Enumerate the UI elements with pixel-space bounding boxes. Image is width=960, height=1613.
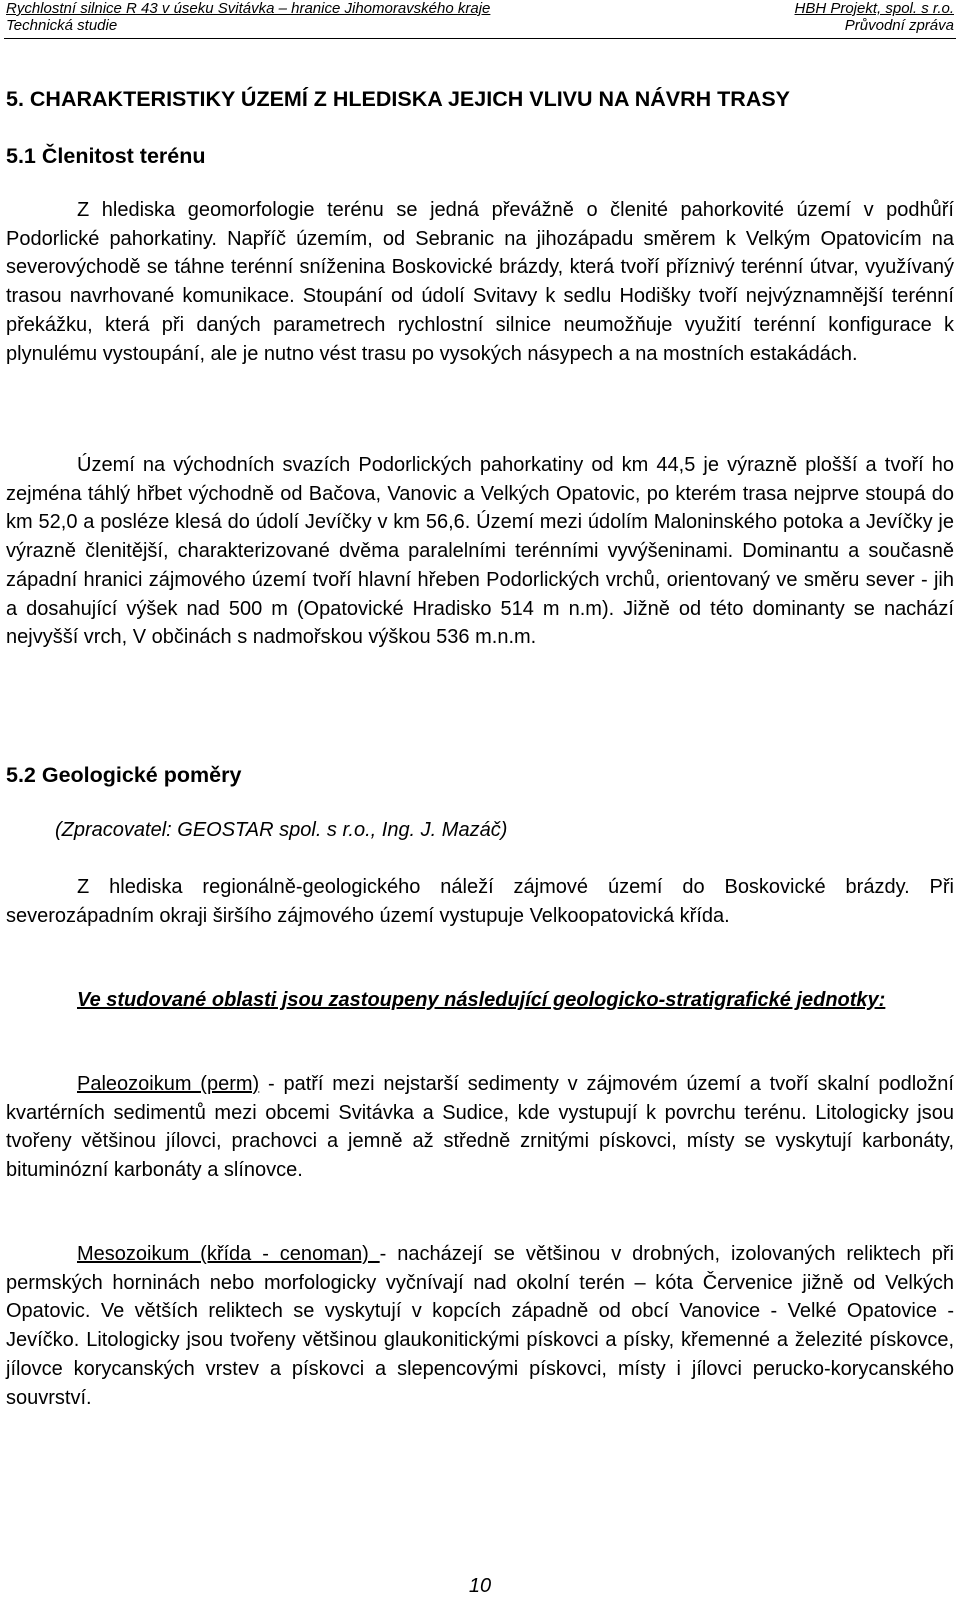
section-5-2-paragraph-1: Z hlediska regionálně-geologického náleží zájmové území do Boskovické brázdy. Při severozápadním okraji širšího zájmového území vystupuje Velkoopatovická křída. (6, 876, 954, 927)
header-row-1 (6, 0, 954, 17)
section-5-title: 5. CHARAKTERISTIKY ÚZEMÍ Z HLEDISKA JEJICH VLIVU NA NÁVRH TRASY (6, 87, 791, 111)
paleozoikum-text: - patří mezi nejstarší sedimenty v zájmovém území a tvoří skalní podložní kvartérních sedimentů mezi obcemi Svitávka a Sudice, kde vystupují k povrchu terénu. Litologicky jsou tvořeny většinou jílovci, prachovci a jemně až středně zrnitými pískovci, místy se vyskytují karbonáty, bituminózní karbonáty a slínovce. (6, 1073, 954, 1182)
mesozoikum-label: Mesozoikum (křída - cenoman) (77, 1243, 380, 1265)
section-5-1-paragraph-1: Z hlediska geomorfologie terénu se jedná převážně o členité pahorkovité území v podhůří Podorlické pahorkatiny. Napříč územím, od Sebranic na jihozápadu směrem k Velkým Opatovicím na severovýchodě se táhne terénní sníženina Boskovické brázdy, která tvoří příznivý terénní útvar, využívaný trasou navrhované komunikace. Stoupání od údolí Svitavy k sedlu Hodišky tvoří nejvýznamnější terénní překážku, která při daných parametrech rychlostní silnice neumožňuje využití terénní konfigurace k plynulému vystoupání, ale je nutno vést trasu po vysokých násypech a na mostních estakádách. (6, 199, 954, 365)
section-5-2-credit: (Zpracovatel: GEOSTAR spol. s r.o., Ing. J. Mazáč) (55, 819, 508, 841)
mesozoikum-paragraph (6, 1240, 954, 1412)
paleozoikum-paragraph (6, 1070, 954, 1185)
mesozoikum-text: - nacházejí se většinou v drobných, izolovaných reliktech při permských horninách nebo morfologicky vyčnívají nad okolní terén – kóta Červenice jižně od Velkých Opatovic. Ve větších reliktech se vyskytují v kopcích západně od obcí Vanovice - Velké Opatovice - Jevíčko. Litologicky jsou tvořeny většinou glaukonitickými pískovci a písky, křemenné a železité pískovce, jílovce korycanských vrstev a pískovci a slepencovými pískovci, místy i jílovci perucko-korycanského souvrství. (6, 1243, 954, 1409)
page-header (6, 0, 954, 34)
header-doc-type: Průvodní zpráva (844, 17, 954, 34)
paleozoikum-label: Paleozoikum (perm) (77, 1073, 260, 1095)
page-number: 10 (468, 1575, 492, 1597)
section-5-2-title: 5.2 Geologické poměry (6, 763, 242, 787)
header-row-2 (6, 17, 954, 34)
section-5-1-title: 5.1 Členitost terénu (6, 144, 206, 168)
header-divider (4, 38, 956, 39)
header-project-title: Rychlostní silnice R 43 v úseku Svitávka – hranice Jihomoravského kraje (6, 0, 491, 17)
header-study-type: Technická studie (6, 17, 118, 34)
geologic-units-heading (6, 986, 954, 1015)
section-5-1-paragraph-2: Území na východních svazích Podorlických pahorkatiny od km 44,5 je výrazně plošší a tvoří ho zejména táhlý hřbet východně od Bačova, Vanovic a Velkých Opatovic, po kterém trasa nejprve stoupá do km 52,0 a posléze klesá do údolí Jevíčky v km 56,6. Území mezi údolím Maloninského potoka a Jevíčky je výrazně členitější, charakterizované dvěma paralelními terénními vyvýšeninami. Dominantu a současně západní hranici zájmového území tvoří hlavní hřeben Podorlických vrchů, orientovaný ve směru sever - jih a dosahující výšek nad 500 m (Opatovické Hradisko 514 m n.m). Jižně od této dominanty se nachází nejvyšší vrch, V občinách s nadmořskou výškou 536 m.n.m. (6, 454, 954, 649)
header-company: HBH Projekt, spol. s r.o. (794, 0, 954, 17)
geologic-units-heading-text: Ve studované oblasti jsou zastoupeny následující geologicko-stratigrafické jednotky: (77, 989, 886, 1011)
